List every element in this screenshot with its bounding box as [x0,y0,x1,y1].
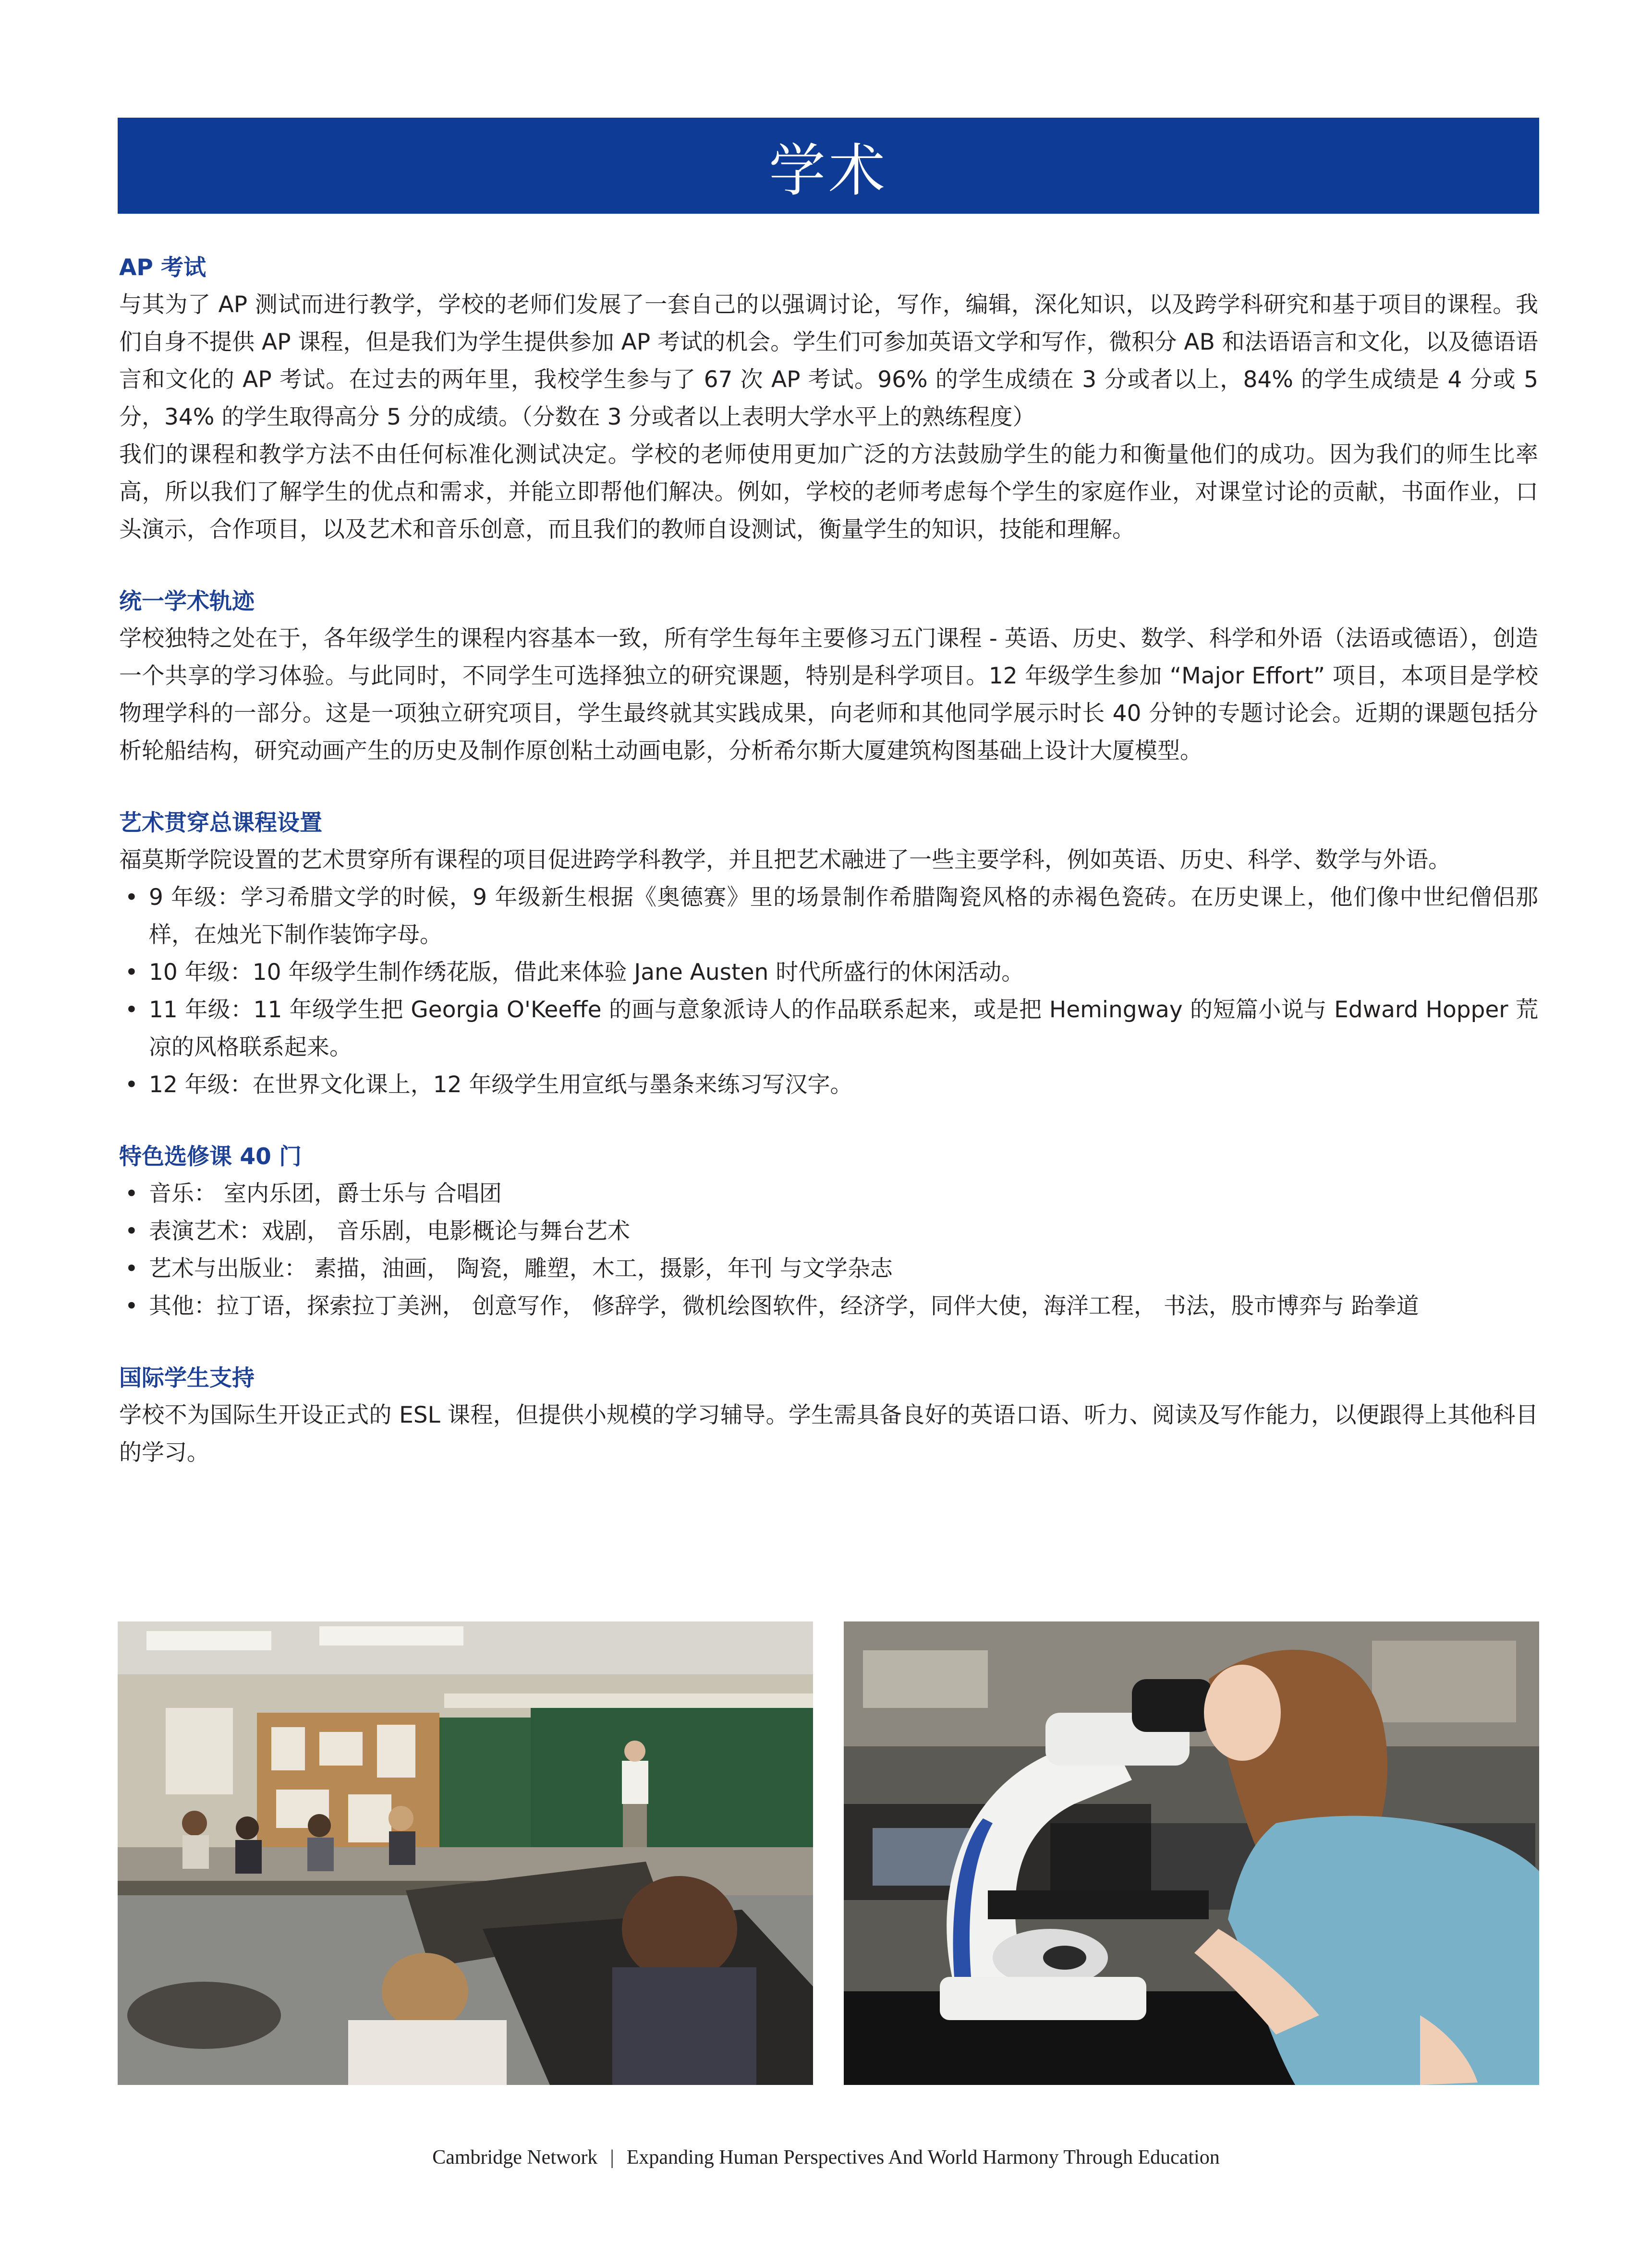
list-item: • 音乐： 室内乐团，爵士乐与 合唱团 [119,1175,1538,1213]
section-ap-exams [119,250,1538,548]
classroom-photo [118,1621,813,2085]
list-item: • 10 年级：10 年级学生制作绣花版，借此来体验 Jane Austen 时代所盛行的休闲活动。 [119,954,1538,991]
footer-separator: | [610,2146,614,2169]
section-international-support [119,1360,1538,1472]
list-item: • 艺术与出版业： 素描，油画， 陶瓷，雕塑，木工，摄影，年刊 与文学杂志 [119,1250,1538,1288]
paragraph: 学校独特之处在于，各年级学生的课程内容基本一致，所有学生每年主要修习五门课程 - 英语、历史、数学、科学和外语（法语或德语），创造一个共享的学习体验。与此同时，不同学生可选择独立的研究课题，特别是科学项目。12 年级学生参加 “Major Effort” 项目，本项目是学校物理学科的一部分。这是一项独立研究项目，学生最终就其实践成果，向老师和其他同学展示时长 40 分钟的专题讨论会。近期的课题包括分析轮船结构，研究动画产生的历史及制作原创粘土动画电影，分析希尔斯大厦建筑构图基础上设计大厦模型。 [119,625,1538,764]
section-unified-track [119,584,1538,770]
footer [0,2146,1652,2169]
section-heading: 特色选修课 40 门 [119,1144,302,1170]
section-heading: 艺术贯穿总课程设置 [119,810,322,836]
bullet-list [119,1175,1538,1325]
paragraph: 我们的课程和教学方法不由任何标准化测试决定。学校的老师使用更加广泛的方法鼓励学生的能力和衡量他们的成功。因为我们的师生比率高，所以我们了解学生的优点和需求，并能立即帮他们解决。例如，学校的老师考虑每个学生的家庭作业，对课堂讨论的贡献，书面作业，口头演示，合作项目，以及艺术和音乐创意，而且我们的教师自设测试，衡量学生的知识，技能和理解。 [119,441,1538,543]
paragraph: 福莫斯学院设置的艺术贯穿所有课程的项目促进跨学科教学，并且把艺术融进了一些主要学科，例如英语、历史、科学、数学与外语。 [119,847,1451,873]
list-item: • 表演艺术：戏剧， 音乐剧，电影概论与舞台艺术 [119,1213,1538,1250]
microscope-photo [844,1621,1539,2085]
section-arts-curriculum [119,805,1538,1104]
footer-tagline: Expanding Human Perspectives And World Harmony Through Education [626,2146,1220,2169]
section-electives [119,1139,1538,1325]
list-item: • 11 年级：11 年级学生把 Georgia O'Keeffe 的画与意象派诗人的作品联系起来，或是把 Hemingway 的短篇小说与 Edward Hopper 荒凉的风格联系起来。 [119,991,1538,1066]
main-content [119,250,1538,1507]
list-item: • 其他：拉丁语，探索拉丁美洲， 创意写作， 修辞学，微机绘图软件，经济学，同伴大使，海洋工程， 书法，股市博弈与 跆拳道 [119,1288,1538,1325]
section-heading: 国际学生支持 [119,1365,255,1391]
section-heading: 统一学术轨迹 [119,588,255,615]
paragraph: 与其为了 AP 测试而进行教学，学校的老师们发展了一套自己的以强调讨论，写作，编辑，深化知识，以及跨学科研究和基于项目的课程。我们自身不提供 AP 课程，但是我们为学生提供参加 AP 考试的机会。学生们可参加英语文学和写作，微积分 AB 和法语语言和文化，以及德语语言和文化的 AP 考试。在过去的两年里，我校学生参与了 67 次 AP 考试。96% 的学生成绩在 3 分或者以上，84% 的学生成绩是 4 分或 5 分，34% 的学生取得高分 5 分的成绩。（分数在 3 分或者以上表明大学水平上的熟练程度） [119,292,1538,430]
microscope-photo-illustration [844,1621,1539,2085]
list-item: • 9 年级：学习希腊文学的时候，9 年级新生根据《奥德赛》里的场景制作希腊陶瓷风格的赤褐色瓷砖。在历史课上，他们像中世纪僧侣那样，在烛光下制作装饰字母。 [119,879,1538,954]
list-item: • 12 年级：在世界文化课上，12 年级学生用宣纸与墨条来练习写汉字。 [119,1066,1538,1104]
classroom-photo-illustration [118,1621,813,2085]
page-title-banner [118,118,1539,214]
footer-organization: Cambridge Network [432,2146,598,2169]
bullet-list [119,879,1538,1104]
section-heading: AP 考试 [119,255,206,281]
paragraph: 学校不为国际生开设正式的 ESL 课程，但提供小规模的学习辅导。学生需具备良好的英语口语、听力、阅读及写作能力，以便跟得上其他科目的学习。 [119,1402,1538,1466]
page-title: 学术 [768,137,888,204]
